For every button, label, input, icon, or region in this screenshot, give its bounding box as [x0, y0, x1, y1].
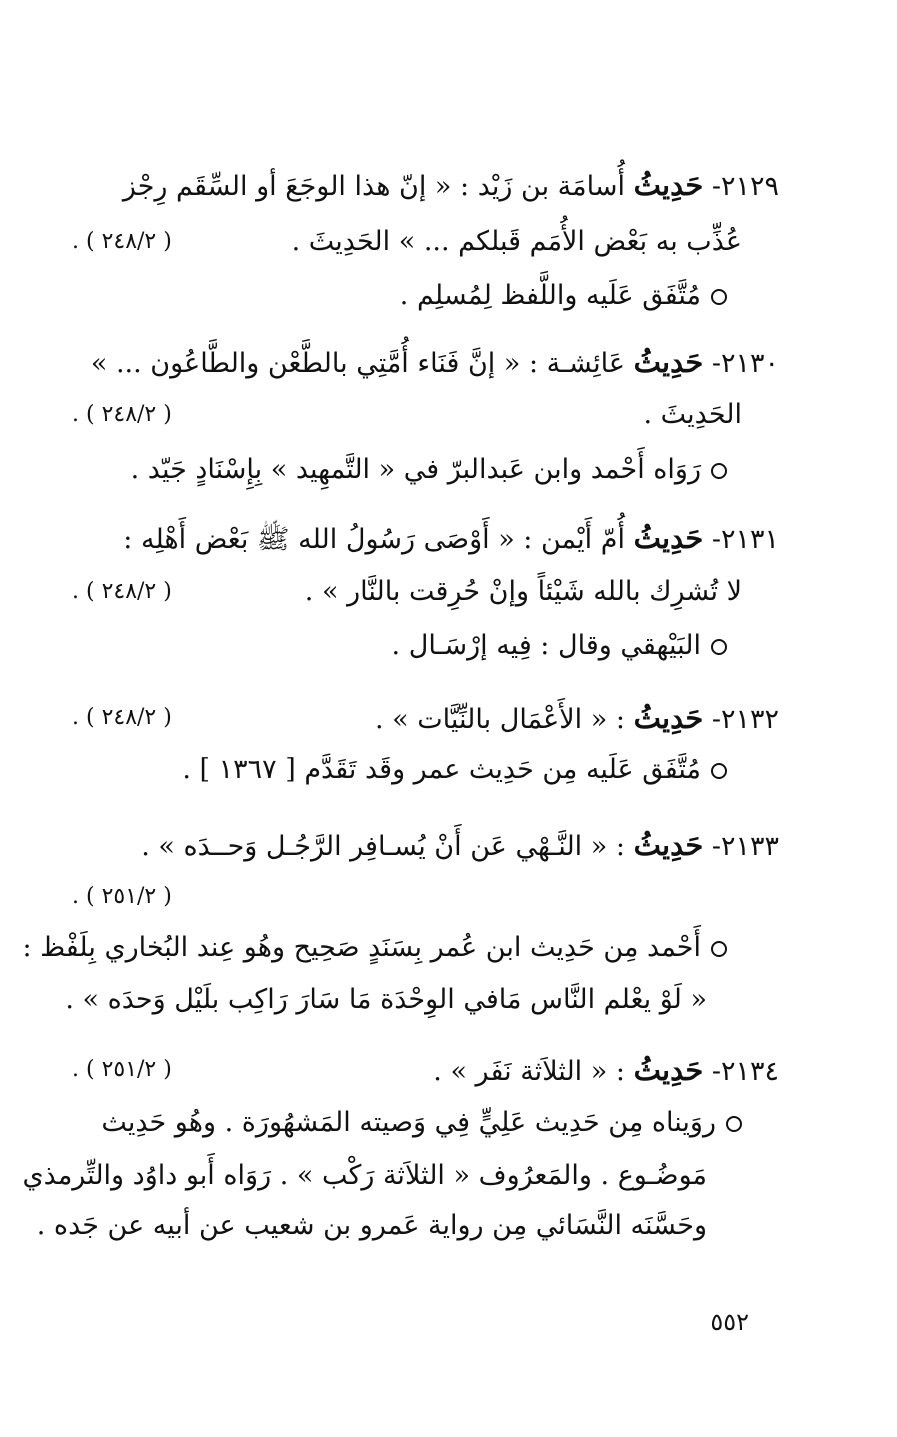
entry-number: ٢١٣٣-: [711, 831, 779, 862]
hadith-keyword: حَدِيثُ: [633, 1053, 704, 1087]
entry-2134-note-line2: [22, 1156, 707, 1196]
note-text: روَيناه مِن حَدِيث عَلِيٍّ فِي وَصيته المَشهُورَة . وهُو حَدِيث: [101, 1107, 716, 1138]
entry-2132-reference: ( ٢٤٨/٢ ) .: [72, 705, 172, 730]
entry-text: أُمّ أَيْمن : « أَوْصَى رَسُولُ الله ﷺ بَعْض أَهْلِه :: [123, 524, 625, 555]
entry-2132-note: [62, 750, 727, 790]
circle-bullet-icon: [726, 1116, 742, 1132]
hadith-keyword: حَدِيثُ: [633, 521, 704, 555]
entry-number: ٢١٣٤-: [711, 1056, 779, 1087]
entry-2133-line1: [59, 825, 779, 865]
note-text: البَيْهقي وقال : فِيه إرْسَـال .: [391, 630, 701, 661]
entry-2134-note: [52, 1103, 742, 1143]
entry-text: : « الثلاَثة نَفَر » .: [433, 1056, 625, 1087]
entry-number: ٢١٣٢-: [711, 704, 779, 735]
entry-2133-note: [22, 928, 727, 968]
entry-number: ٢١٣١-: [711, 524, 779, 555]
entry-2130-reference: ( ٢٤٨/٢ ) .: [72, 402, 172, 427]
entry-text: أُسامَة بن زَيْد : « إنّ هذا الوجَعَ أو السِّقَم رِجْز: [122, 171, 625, 202]
note-text: مَوضُـوع . والمَعرُوف « الثلاَثة رَكْب » . رَوَاه أَبو داوُد والتِّرمذي: [22, 1160, 707, 1191]
entry-text: : « النَّـهْي عَن أَنْ يُسـافِر الرَّجُـل وَحــدَه » .: [141, 831, 625, 862]
entry-2131-reference: ( ٢٤٨/٢ ) .: [72, 579, 172, 604]
entry-2131-line1: [59, 518, 779, 558]
hadith-keyword: حَدِيثُ: [633, 828, 704, 862]
circle-bullet-icon: [711, 463, 727, 479]
circle-bullet-icon: [711, 289, 727, 305]
entry-text: الحَدِيثَ .: [643, 399, 742, 430]
hadith-keyword: حَدِيثُ: [633, 345, 704, 379]
circle-bullet-icon: [711, 639, 727, 655]
entry-text: لا تُشرِك بالله شَيْئاً وإنْ حُرِقت بالنَّار » .: [304, 576, 742, 607]
entry-number: ٢١٢٩-: [711, 171, 779, 202]
entry-2134-reference: ( ٢٥١/٢ ) .: [72, 1057, 172, 1082]
entry-2133-reference: ( ٢٥١/٢ ) .: [72, 884, 172, 909]
entry-2130-line1: [59, 342, 779, 382]
entry-text: عُذِّب به بَعْض الأُمَم قَبلكم ... » الحَدِيثَ .: [291, 226, 742, 257]
entry-2134-note-line3: [36, 1206, 707, 1246]
entry-text: عَائِشـة : « إنَّ فَنَاء أُمَّتِي بالطَّعْن والطَّاعُون ... »: [90, 348, 625, 379]
entry-2129-line1: [59, 165, 779, 205]
circle-bullet-icon: [711, 763, 727, 779]
note-text: مُتَّفَق عَلَيه واللَّفظ لِمُسلِم .: [399, 280, 701, 311]
entry-2131-note: [62, 626, 727, 666]
note-text: مُتَّفَق عَلَيه مِن حَدِيث عمر وقَد تَقَدَّم [ ١٣٦٧ ] .: [182, 754, 701, 785]
entry-2130-note: [62, 450, 727, 490]
page-number: ٥٥٢: [710, 1308, 749, 1336]
note-text: أَحْمد مِن حَدِيث ابن عُمر بِسَنَدٍ صَحِيح وهُو عِند البُخاري بِلَفْظ :: [22, 932, 701, 963]
entry-2129-note: [62, 276, 727, 316]
hadith-keyword: حَدِيثُ: [633, 168, 704, 202]
note-text: وحَسَّنَه النَّسَائي مِن رواية عَمرو بن شعيب عن أبيه عن جَده .: [36, 1210, 707, 1241]
entry-2133-note-line2: [62, 980, 707, 1020]
note-text: رَوَاه أَحْمد وابن عَبدالبرّ في « التَّمهِيد » بِإِسْنَادٍ جَيّد .: [130, 454, 701, 485]
hadith-keyword: حَدِيثُ: [633, 701, 704, 735]
circle-bullet-icon: [711, 941, 727, 957]
entry-number: ٢١٣٠-: [711, 348, 779, 379]
entry-text: : « الأَعْمَال بالنِّيَّات » .: [374, 704, 625, 735]
entry-2129-reference: ( ٢٤٨/٢ ) .: [72, 229, 172, 254]
note-text: « لَوْ يعْلم النَّاس مَافي الوِحْدَة مَا سَارَ رَاكِب بلَيْل وَحدَه » .: [65, 984, 707, 1015]
